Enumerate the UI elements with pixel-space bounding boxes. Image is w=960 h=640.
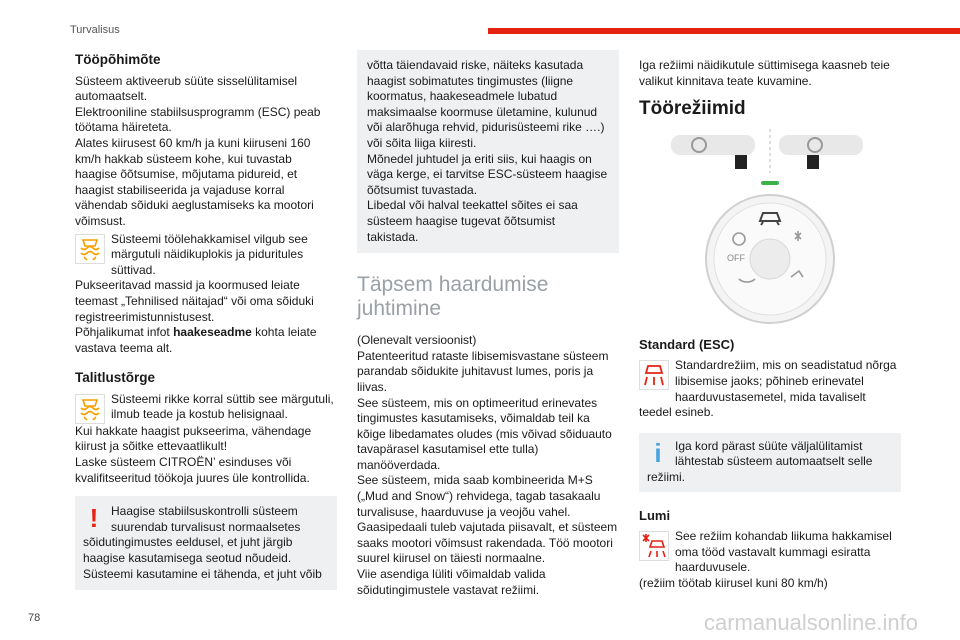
heading-snow: Lumi (639, 507, 671, 523)
info-icon: i (654, 437, 662, 468)
info-box-text: Iga kord pärast süüte väljalülitamist lähtestab süsteem automaatselt selle režiimi. (647, 438, 873, 484)
heading-malfunction: Talitlustõrge (75, 370, 156, 386)
grip-control-knob (639, 181, 901, 331)
snow-mode-block (639, 529, 901, 591)
malfunction-text: Kui hakkate haagist pukseerima, vähendage kiirust ja sõitke ettevaatlikult! Laske süsteem CITROËN’ esinduses või kvalifitseeritud töökoja juures üle kontrollida. (75, 423, 312, 485)
column-1 (75, 46, 337, 590)
standard-mode-block (639, 358, 901, 420)
modes-intro-text: Iga režiimi näidikutule süttimisega kaasneb teie valikut kinnitava teate kuvamine. (639, 58, 890, 88)
towing-info-text: Pukseeritavad massid ja koormused leiate teemast „Tehnilised näitajad“ või oma sõiduki registreerimistunnistusest. Põhjalikumat infot haakeseadme kohta leiate vastava teema alt. (75, 278, 317, 355)
warning-box (75, 496, 337, 590)
grip-control-text: (Olenevalt versioonist) Patenteeritud rataste libisemisvastane süsteem parandab sõidukite juhitavust lumes, poris ja liivas. See süsteem, mis on optimeeritud erinevates tingimustes kasutamiseks, võimaldab teil ka kõige libedamates oludes (mis võivad sõiduauto tavapärasel kasutamisel ette tulla) manööverdada. See süsteem, mida saab kombineerida M+S („Mud and Snow“) rehvidega, tagab tasakaalu turvalisuse, haarduvuse ja veojõu vahel. Gaasipedaali tuleb vajutada piisavalt, et süsteem saaks mootori võimsust rakendada. Töö mootori suurel kiirusel on täiesti normaalne. Viie asendiga lüliti võimaldab valida sõidutingimustele vastavat režiimi. (357, 333, 618, 597)
dashboard-illustration (639, 129, 901, 177)
trailer-sway-warning-icon (75, 234, 105, 264)
running-header: Turvalisus (70, 24, 120, 36)
column-3 (639, 46, 901, 592)
section-title-modes: Töörežiimid (639, 98, 746, 120)
exclamation-icon: ! (89, 503, 99, 534)
standard-mode-text: Standardrežiim, mis on seadistatud nõrga libisemise jaoks; põhineb erinevatel haarduvustasemetel, mida tavaliselt teedel esineb. (639, 358, 897, 420)
snow-mode-text: See režiim kohandab liikuma hakkamisel oma tööd vastavalt kummagi esiratta haarduvusele. (režiim töötab kiirusel kuni 80 km/h) (639, 529, 892, 590)
warning-box-continued (357, 50, 619, 253)
column-2 (357, 46, 619, 598)
header-accent-bar (488, 28, 960, 34)
info-box (639, 433, 901, 492)
malfunction-lamp-text: Süsteemi rikke korral süttib see märgutuli, ilmub teade ja kostub helisignaal. (111, 391, 334, 422)
warning-lamp-text: Süsteemi töölehakkamisel vilgub see märgutuli näidikuplokis ja piduritules süttivad. (111, 231, 308, 277)
snow-mode-icon (639, 531, 669, 561)
standard-mode-icon (639, 360, 669, 390)
heading-principle: Tööpõhimõte (75, 52, 161, 67)
warning-box-continued-text: võtta täiendavaid riske, näiteks kasutada haagist sobimatutes tingimustes (liigne koormatus, haakeseadmele lubatud maksimaalse koormuse ületamine, kulunud või alarõhuga rehvid, pidurisüsteemi rike ….) või sõita liiga kiiresti. Mõnedel juhtudel ja eriti siis, kui haagis on väga kerge, ei tarvitse ESC-süsteem haagise õõtsumist tuvastada. Libedal või halval teekattel sõites ei saa süsteem haagise tugevat õõtsumist takistada. (367, 58, 608, 244)
knob-off-label: OFF (727, 252, 745, 263)
warning-lamp-note (75, 232, 337, 279)
heading-standard: Standard (ESC) (639, 336, 735, 352)
page-number: 78 (28, 612, 41, 624)
principle-text: Süsteem aktiveerub süüte sisselülitamisel automaatselt. Elektrooniline stabiilsusprogramm (ESC) peab töötama häireteta. Alates kiirusest 60 km/h ja kuni kiiruseni 160 km/h hakkab süsteem kohe, kui tuvastab haagise õõtsumise, mõjutama pidureid, et haagist stabiliseerida ja vajaduse korral vähendab sõiduki aeglustamiseks ka mootori võimsust. (75, 73, 321, 228)
watermark: carmanualsonline.info (704, 610, 919, 635)
malfunction-lamp-note (75, 392, 337, 424)
trailer-sway-fault-icon (75, 394, 105, 424)
warning-box-text: Haagise stabiilsuskontrolli süsteem suurendab turvalisust normaalsetes sõidutingimustes eeldusel, et juht järgib haagise kasutamisega seotud nõudeid. Süsteemi kasutamine ei tähenda, et juht võib (83, 504, 322, 581)
section-title-grip-control: Täpsem haardumise juhtimine (357, 273, 549, 321)
